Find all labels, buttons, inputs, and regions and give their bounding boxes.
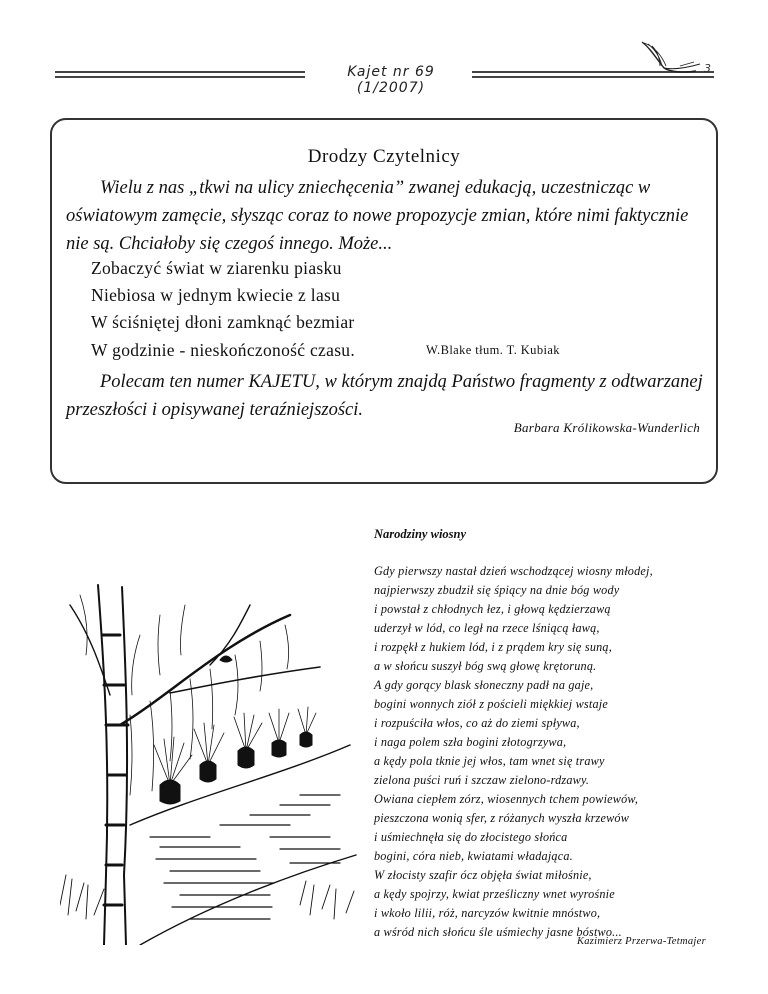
quill-pen-icon — [640, 40, 704, 74]
editorial-paragraph-2 — [66, 368, 706, 424]
editorial-paragraph-1-text: Wielu z nas „tkwi na ulicy zniechęcenia” zwanej edukacją, uczestnicząc w oświatowym zamęcie, słysząc coraz to nowe propozycje zmian, które nimi faktycznie nie są. Chciałoby się czegoś innego. Może... — [66, 178, 689, 254]
poem-line: i rozpękł z hukiem lód, i z prądem kry się suną, — [374, 640, 612, 654]
poem-line: najpierwszy zbudził się śpiący na dnie bóg wody — [374, 583, 620, 597]
poem-line: W złocisty szafir ócz objęła świat miłośnie, — [374, 868, 592, 882]
page-number: 3 — [704, 62, 711, 75]
poem-line: a w słońcu suszył bóg swą głowę krętoruną. — [374, 659, 597, 673]
poem-line: i powstał z chłodnych łez, i głową kędzierzawą — [374, 602, 611, 616]
editorial-paragraph-1 — [66, 174, 706, 258]
poem-line: i wkoło lilii, róż, narcyzów kwitnie mnóstwo, — [374, 906, 601, 920]
poem-line: Gdy pierwszy nastał dzień wschodzącej wiosny młodej, — [374, 564, 653, 578]
editorial-title: Drodzy Czytelnicy — [307, 146, 461, 167]
editorial-paragraph-2-text: Polecam ten numer KAJETU, w którym znajdą Państwo fragmenty z odtwarzanej przeszłości i opisywanej teraźniejszości. — [66, 372, 703, 420]
poem-line: bogini wonnych ziół z pościeli miękkiej wstaje — [374, 697, 608, 711]
poem-line: a kędy spojrzy, kwiat prześliczny wnet wyrośnie — [374, 887, 615, 901]
poem-line: i uśmiechnęła się do złocistego słońca — [374, 830, 568, 844]
journal-title: Kajet nr 69 (1/2007) — [347, 64, 435, 96]
poem-author: Kazimierz Przerwa-Tetmajer — [576, 936, 706, 947]
poem-line: i rozpuściła włos, co aż do ziemi spływa, — [374, 716, 580, 730]
poem-line: Owiana ciepłem zórz, wiosennych tchem powiewów, — [374, 792, 639, 806]
willow-river-illustration — [60, 575, 360, 945]
poem-line: a kędy pola tknie jej włos, tam wnet się trawy — [374, 754, 605, 768]
verse-line: W ściśniętej dłoni zamknąć bezmiar — [91, 312, 355, 332]
verse-credit: W.Blake tłum. T. Kubiak — [426, 343, 560, 357]
page-header — [0, 0, 768, 100]
poem-line: i naga polem szła bogini złotogrzywa, — [374, 735, 567, 749]
poem-line: pieszczona wonią sfer, z różanych wyszła krzewów — [374, 811, 630, 825]
verse-line: Zobaczyć świat w ziarenku piasku — [91, 258, 342, 278]
header-rule-left — [55, 71, 305, 78]
poem-body — [374, 562, 653, 942]
verse-line: Niebiosa w jednym kwiecie z lasu — [91, 285, 341, 305]
poem-line: A gdy gorący blask słoneczny padł na gaje, — [374, 678, 594, 692]
poem-line: bogini, córa nieb, kwiatami władająca. — [374, 849, 573, 863]
poem-title: Narodziny wiosny — [374, 527, 467, 541]
poem-line: a wśród nich słońcu śle uśmiechy jasne bóstwo... — [374, 925, 622, 939]
editorial-signature: Barbara Królikowska-Wunderlich — [513, 420, 700, 435]
poem-line: uderzył w lód, co legł na rzece lśniącą ławą, — [374, 621, 600, 635]
verse-line: W godzinie - nieskończoność czasu. — [91, 340, 356, 360]
poem-line: zielona puści ruń i szczaw zielono-rdzawy. — [374, 773, 590, 787]
